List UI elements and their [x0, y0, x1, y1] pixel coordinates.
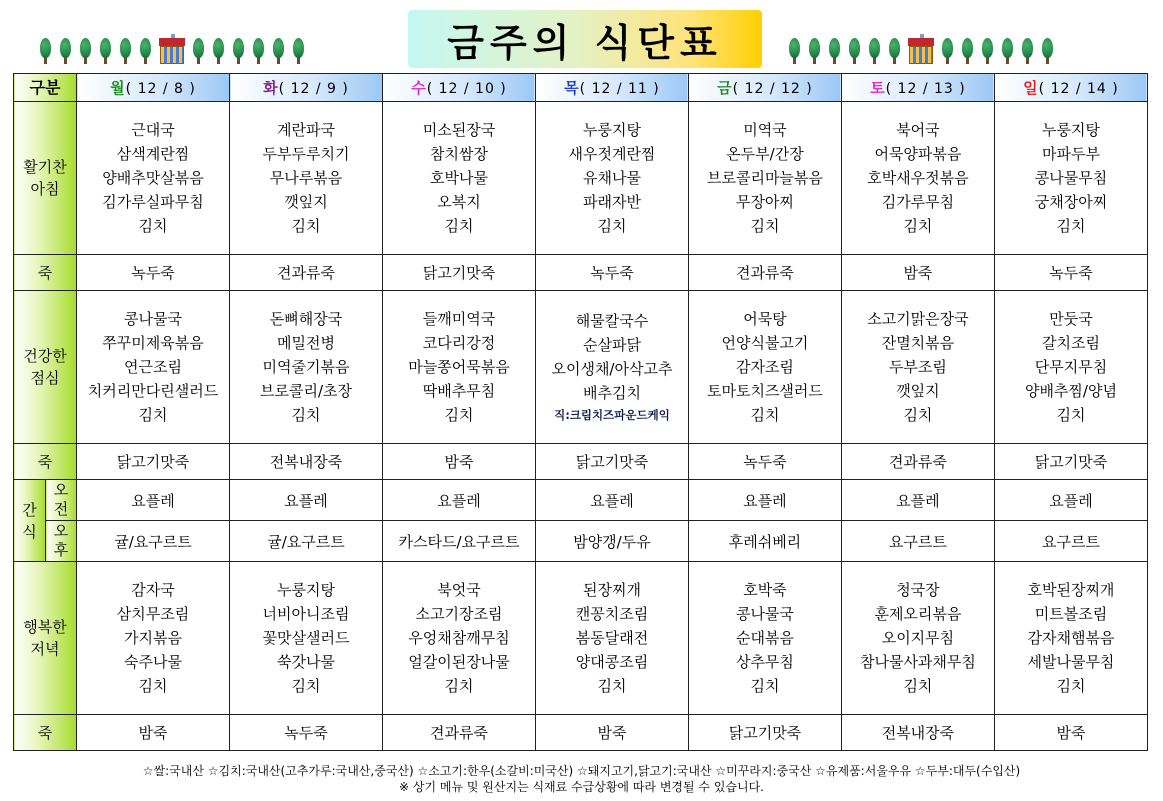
snack_pm-cell: 밤양갱/두유 — [535, 521, 688, 562]
dinner-cell — [77, 562, 230, 715]
tree-icon — [190, 38, 207, 64]
breakfast-label — [14, 102, 77, 255]
menu-item: 마파두부 — [1041, 145, 1100, 163]
tree-icon — [826, 38, 843, 64]
label-line: 행복한 — [23, 618, 67, 636]
menu-item: 직:크림치즈파운드케익 — [554, 408, 670, 422]
menu-item: 돈뼈해장국 — [269, 310, 343, 328]
snack_pm-cell: 요구르트 — [841, 521, 994, 562]
menu-item: 무장아찌 — [735, 193, 794, 211]
menu-item: 순대볶음 — [735, 629, 794, 647]
label-line: 전 — [53, 500, 69, 518]
menu-item: 북어국 — [896, 121, 940, 139]
juk-label: 죽 — [14, 444, 77, 480]
menu-item: 어묵탕 — [743, 310, 787, 328]
tree-icon — [270, 38, 287, 64]
menu-item: 봄동달래전 — [575, 629, 649, 647]
dinner-cell — [382, 562, 535, 715]
menu-item: 김치 — [444, 677, 474, 695]
juk_dinner-cell: 밤죽 — [77, 715, 230, 751]
dinner-row — [14, 562, 1148, 715]
menu-item: 호박된장찌개 — [1027, 581, 1115, 599]
menu-item: 김치 — [903, 677, 933, 695]
lunch-cell — [535, 291, 688, 444]
snack-pm-label — [46, 521, 77, 562]
change-notice: ※ 상기 메뉴 및 원산지는 식재료 수급상황에 따라 변경될 수 있습니다. — [399, 780, 764, 794]
juk_lunch-cell: 전복내장죽 — [230, 444, 383, 480]
lunch-cell — [994, 291, 1147, 444]
menu-item: 꽃맛살샐러드 — [262, 629, 350, 647]
roof-shape — [159, 38, 185, 46]
juk_breakfast-cell: 밤죽 — [841, 255, 994, 291]
menu-item: 김치 — [597, 677, 627, 695]
menu-item: 김가루무침 — [881, 193, 955, 211]
menu-item: 오이지무침 — [881, 629, 955, 647]
tree-icon — [1019, 38, 1036, 64]
menu-item: 소고기장조림 — [415, 605, 503, 623]
day-name: 토 — [870, 79, 886, 97]
menu-item: 딱배추무침 — [422, 382, 496, 400]
menu-title-banner — [408, 10, 762, 68]
juk_breakfast-row — [14, 255, 1148, 291]
tree-icon — [57, 38, 74, 64]
tree-decoration-right — [786, 38, 1056, 64]
label-line: 활기찬 — [23, 158, 67, 176]
lunch-cell — [382, 291, 535, 444]
day-header — [994, 74, 1147, 102]
breakfast-cell — [841, 102, 994, 255]
menu-item: 콩나물국 — [735, 605, 794, 623]
day-name: 화 — [263, 79, 279, 97]
label-line: 아침 — [30, 180, 60, 198]
menu-item: 누룽지탕 — [277, 581, 335, 599]
snack_pm-cell: 귤/요구르트 — [230, 521, 383, 562]
menu-item: 오이생채/아삭고추 — [551, 360, 673, 378]
juk_dinner-cell: 녹두죽 — [230, 715, 383, 751]
menu-item: 치커리만다린샐러드 — [87, 382, 219, 400]
dinner-label — [14, 562, 77, 715]
menu-item: 미역줄기볶음 — [262, 358, 350, 376]
juk_breakfast-cell: 견과류죽 — [230, 255, 383, 291]
day-date: ( 12 / 13 ) — [885, 81, 966, 97]
juk_lunch-cell: 견과류죽 — [841, 444, 994, 480]
menu-item: 삼색계란찜 — [116, 145, 190, 163]
menu-item: 코다리강정 — [422, 334, 496, 352]
menu-item: 쭈꾸미제육볶음 — [102, 334, 204, 352]
breakfast-cell — [77, 102, 230, 255]
menu-item: 훈제오리볶음 — [874, 605, 962, 623]
tree-icon — [806, 38, 823, 64]
menu-item: 김가루실파무침 — [102, 193, 204, 211]
menu-item: 김치 — [903, 217, 933, 235]
menu-item: 김치 — [444, 406, 474, 424]
snack_am-cell: 요플레 — [230, 480, 383, 521]
menu-item: 깻잎지 — [284, 193, 328, 211]
tree-icon — [886, 38, 903, 64]
tree-icon — [117, 38, 134, 64]
menu-item: 갈치조림 — [1041, 334, 1100, 352]
snack_pm-cell: 카스타드/요구르트 — [382, 521, 535, 562]
day-header — [230, 74, 383, 102]
dinner-cell — [230, 562, 383, 715]
day-date: ( 12 / 12 ) — [732, 81, 813, 97]
menu-item: 누룽지탕 — [582, 121, 641, 139]
juk_dinner-cell: 전복내장죽 — [841, 715, 994, 751]
label-line: 저녁 — [30, 640, 60, 658]
menu-item: 해물칼국수 — [575, 312, 649, 330]
wall-shape — [160, 46, 184, 64]
snack_pm-cell: 요구르트 — [994, 521, 1147, 562]
tree-icon — [959, 38, 976, 64]
menu-item: 김치 — [750, 677, 780, 695]
menu-item: 깻잎지 — [896, 382, 940, 400]
menu-item: 우엉채참깨무침 — [408, 629, 510, 647]
juk_dinner-cell: 견과류죽 — [382, 715, 535, 751]
day-date: ( 12 / 14 ) — [1038, 81, 1119, 97]
juk_dinner-cell: 밤죽 — [535, 715, 688, 751]
menu-item: 김치 — [750, 217, 780, 235]
label-line: 건강한 — [23, 347, 67, 365]
day-name: 금 — [717, 79, 733, 97]
day-date: ( 12 / 11 ) — [579, 81, 660, 97]
tree-icon — [999, 38, 1016, 64]
label-line: 후 — [53, 541, 69, 559]
tree-icon — [37, 38, 54, 64]
menu-item: 청국장 — [896, 581, 940, 599]
snack_am-cell: 요플레 — [994, 480, 1147, 521]
label-line: 오 — [53, 481, 69, 499]
menu-item: 호박죽 — [743, 581, 787, 599]
menu-item: 김치 — [291, 677, 321, 695]
menu-item: 오복지 — [437, 193, 481, 211]
breakfast-row — [14, 102, 1148, 255]
menu-item: 양대콩조림 — [575, 653, 649, 671]
breakfast-cell — [994, 102, 1147, 255]
menu-item: 두부두루치기 — [262, 145, 350, 163]
tree-icon — [230, 38, 247, 64]
menu-item: 김치 — [291, 406, 321, 424]
day-name: 일 — [1023, 79, 1039, 97]
snack_am-cell: 요플레 — [77, 480, 230, 521]
tree-icon — [137, 38, 154, 64]
menu-item: 들깨미역국 — [422, 310, 496, 328]
menu-item: 소고기맑은장국 — [867, 310, 969, 328]
juk_breakfast-cell: 녹두죽 — [535, 255, 688, 291]
label-line: 오 — [53, 522, 69, 540]
snack_am-cell: 요플레 — [688, 480, 841, 521]
breakfast-cell — [382, 102, 535, 255]
menu-item: 김치 — [138, 217, 168, 235]
breakfast-cell — [230, 102, 383, 255]
menu-item: 가지볶음 — [124, 629, 182, 647]
menu-item: 마늘쫑어묵볶음 — [408, 358, 510, 376]
juk-label: 죽 — [14, 715, 77, 751]
juk_breakfast-cell: 닭고기맛죽 — [382, 255, 535, 291]
menu-item: 김치 — [138, 677, 168, 695]
dinner-cell — [688, 562, 841, 715]
tree-icon — [250, 38, 267, 64]
juk_lunch-cell: 녹두죽 — [688, 444, 841, 480]
day-name: 월 — [110, 79, 126, 97]
menu-item: 감자채햄볶음 — [1027, 629, 1115, 647]
menu-item: 쑥갓나물 — [277, 653, 335, 671]
menu-item: 만둣국 — [1049, 310, 1093, 328]
menu-item: 김치 — [444, 217, 474, 235]
menu-item: 온두부/간장 — [726, 145, 804, 163]
page-title: 금주의 식단표 — [447, 20, 723, 65]
menu-item: 미소된장국 — [422, 121, 496, 139]
wall-shape — [909, 46, 933, 64]
day-header — [841, 74, 994, 102]
tree-icon — [786, 38, 803, 64]
house-icon — [157, 34, 187, 66]
lunch-cell — [841, 291, 994, 444]
menu-item: 순살파닭 — [582, 336, 641, 354]
menu-item: 언양식불고기 — [721, 334, 809, 352]
lunch-cell — [77, 291, 230, 444]
dinner-cell — [841, 562, 994, 715]
menu-item: 캔꽁치조림 — [575, 605, 649, 623]
tree-icon — [290, 38, 307, 64]
tree-icon — [866, 38, 883, 64]
snack_am-cell: 요플레 — [535, 480, 688, 521]
house-icon — [906, 34, 936, 66]
menu-item: 호박새우젓볶음 — [867, 169, 969, 187]
juk_dinner-cell: 밤죽 — [994, 715, 1147, 751]
menu-item: 잔멸치볶음 — [881, 334, 955, 352]
menu-item: 숙주나물 — [124, 653, 182, 671]
menu-item: 세발나물무침 — [1027, 653, 1115, 671]
juk-label: 죽 — [14, 255, 77, 291]
menu-item: 궁채장아찌 — [1034, 193, 1108, 211]
roof-shape — [908, 38, 934, 46]
tree-icon — [979, 38, 996, 64]
snack_am-cell: 요플레 — [382, 480, 535, 521]
menu-item: 김치 — [1056, 217, 1086, 235]
menu-item: 콩나물국 — [124, 310, 182, 328]
day-header — [688, 74, 841, 102]
snack-label — [14, 480, 46, 562]
menu-item: 된장찌개 — [582, 581, 641, 599]
snack_am-cell: 요플레 — [841, 480, 994, 521]
menu-item: 연근조림 — [124, 358, 182, 376]
tree-icon — [846, 38, 863, 64]
weekly-menu-table — [13, 73, 1148, 751]
breakfast-cell — [535, 102, 688, 255]
menu-item: 단무지무침 — [1034, 358, 1108, 376]
day-date: ( 12 / 8 ) — [125, 81, 196, 97]
menu-item: 콩나물무침 — [1034, 169, 1108, 187]
origin-note: ☆쌀:국내산 ☆김치:국내산(고추가루:국내산,중국산) ☆소고기:한우(소갈비:미국산) ☆돼지고기,닭고기:국내산 ☆미꾸라지:중국산 ☆유제품:서울우유 ☆두부:대두(수입산) — [142, 764, 1021, 778]
day-header — [382, 74, 535, 102]
menu-item: 무나루볶음 — [269, 169, 343, 187]
menu-item: 참치쌈장 — [429, 145, 488, 163]
menu-item: 배추김치 — [582, 384, 641, 402]
menu-item: 유채나물 — [582, 169, 641, 187]
menu-item: 김치 — [750, 406, 780, 424]
menu-item: 미역국 — [743, 121, 787, 139]
menu-item: 북엇국 — [437, 581, 481, 599]
snack-am-label — [46, 480, 77, 521]
menu-item: 얼갈이된장나물 — [408, 653, 510, 671]
breakfast-cell — [688, 102, 841, 255]
menu-item: 김치 — [291, 217, 321, 235]
tree-icon — [210, 38, 227, 64]
label-line: 점심 — [30, 369, 60, 387]
juk_breakfast-cell: 견과류죽 — [688, 255, 841, 291]
juk_lunch-row — [14, 444, 1148, 480]
menu-item: 양배추찜/양념 — [1024, 382, 1117, 400]
day-header — [77, 74, 230, 102]
label-line: 식 — [22, 522, 37, 541]
menu-item: 상추무침 — [735, 653, 794, 671]
menu-item: 김치 — [903, 406, 933, 424]
menu-item: 계란파국 — [277, 121, 335, 139]
juk_dinner-row — [14, 715, 1148, 751]
menu-item: 삼치무조림 — [116, 605, 190, 623]
juk_breakfast-cell: 녹두죽 — [77, 255, 230, 291]
menu-item: 호박나물 — [429, 169, 488, 187]
lunch-cell — [230, 291, 383, 444]
menu-item: 토마토치즈샐러드 — [706, 382, 823, 400]
juk_lunch-cell: 닭고기맛죽 — [535, 444, 688, 480]
juk_breakfast-cell: 녹두죽 — [994, 255, 1147, 291]
menu-item: 감자조림 — [735, 358, 794, 376]
juk_dinner-cell: 닭고기맛죽 — [688, 715, 841, 751]
menu-item: 감자국 — [131, 581, 175, 599]
tree-icon — [97, 38, 114, 64]
label-line: 간 — [22, 500, 37, 519]
menu-item: 브로콜리마늘볶음 — [706, 169, 823, 187]
header-label: 구분 — [14, 74, 77, 102]
menu-item: 양배추맛살볶음 — [102, 169, 204, 187]
tree-icon — [77, 38, 94, 64]
tree-decoration-left — [37, 38, 307, 64]
day-name: 수 — [411, 79, 427, 97]
menu-item: 파래자반 — [582, 193, 641, 211]
header-row — [14, 74, 1148, 102]
menu-item: 미트볼조림 — [1034, 605, 1108, 623]
snack_pm-cell: 후레쉬베리 — [688, 521, 841, 562]
snack_pm-cell: 귤/요구르트 — [77, 521, 230, 562]
snack_pm-row — [14, 521, 1148, 562]
snack_am-row — [14, 480, 1148, 521]
menu-item: 김치 — [1056, 406, 1086, 424]
menu-item: 너비아니조림 — [262, 605, 350, 623]
menu-item: 김치 — [138, 406, 168, 424]
lunch-cell — [688, 291, 841, 444]
day-date: ( 12 / 10 ) — [426, 81, 507, 97]
menu-item: 누룽지탕 — [1041, 121, 1100, 139]
day-name: 목 — [564, 79, 580, 97]
menu-item: 메밀전병 — [277, 334, 335, 352]
menu-item: 김치 — [597, 217, 627, 235]
menu-item: 새우젓계란찜 — [568, 145, 656, 163]
menu-item: 브로콜리/초장 — [259, 382, 352, 400]
menu-item: 두부조림 — [888, 358, 947, 376]
menu-item: 김치 — [1056, 677, 1086, 695]
lunch-row — [14, 291, 1148, 444]
day-header — [535, 74, 688, 102]
juk_lunch-cell: 닭고기맛죽 — [994, 444, 1147, 480]
tree-icon — [939, 38, 956, 64]
lunch-label — [14, 291, 77, 444]
menu-item: 근대국 — [131, 121, 175, 139]
day-date: ( 12 / 9 ) — [278, 81, 349, 97]
dinner-cell — [994, 562, 1147, 715]
tree-icon — [1039, 38, 1056, 64]
juk_lunch-cell: 밤죽 — [382, 444, 535, 480]
dinner-cell — [535, 562, 688, 715]
menu-item: 참나물사과채무침 — [859, 653, 976, 671]
juk_lunch-cell: 닭고기맛죽 — [77, 444, 230, 480]
menu-item: 어묵양파볶음 — [874, 145, 962, 163]
